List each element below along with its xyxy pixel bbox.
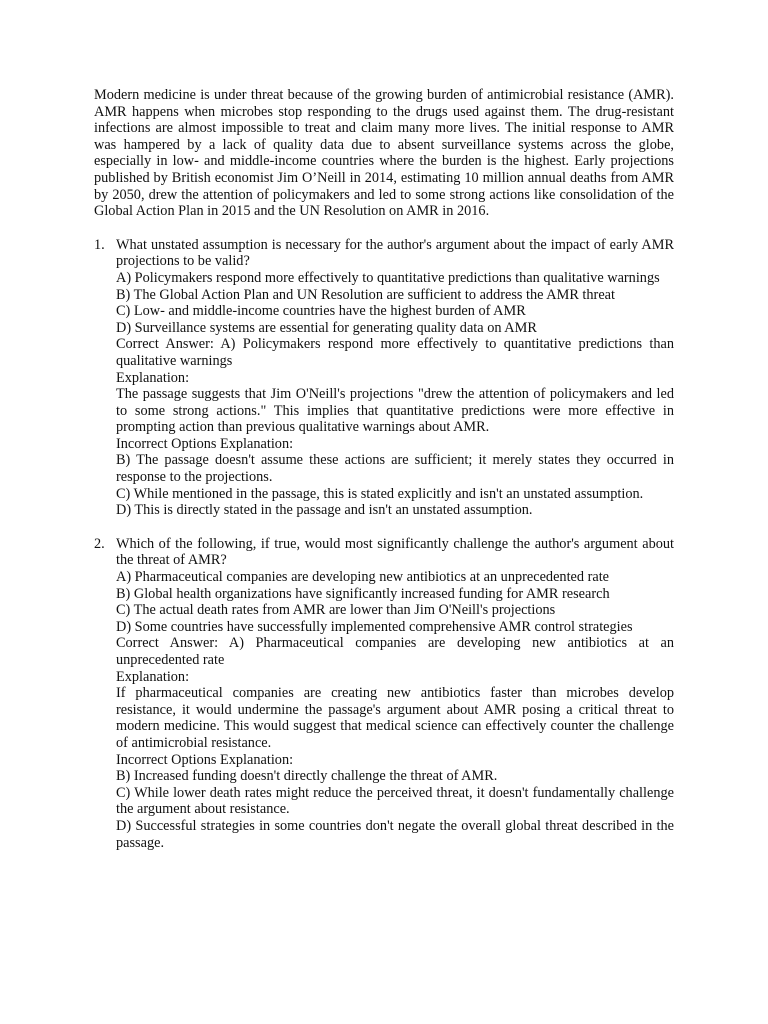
option-d: D) Surveillance systems are essential for generating quality data on AMR (116, 319, 537, 336)
option-c: C) The actual death rates from AMR are lower than Jim O'Neill's projections (116, 602, 556, 619)
question-1 (94, 237, 674, 519)
incorrect-option-d: D) This is directly stated in the passage and isn't an unstated assumption. (116, 502, 533, 519)
incorrect-options-label: Incorrect Options Explanation: (116, 751, 294, 768)
incorrect-option-c: C) While mentioned in the passage, this is stated explicitly and isn't an unstated assumption. (116, 485, 644, 502)
incorrect-option-d: D) Successful strategies in some countries don't negate the overall global threat described in the passage. (116, 817, 674, 851)
explanation-label: Explanation: (116, 369, 190, 386)
option-b: B) Global health organizations have significantly increased funding for AMR research (116, 585, 610, 602)
option-d: D) Some countries have successfully implemented comprehensive AMR control strategies (116, 618, 633, 635)
question-text: What unstated assumption is necessary for the author's argument about the impact of early AMR projections to be valid? (116, 236, 674, 270)
correct-answer: Correct Answer: A) Pharmaceutical companies are developing new antibiotics at an unprecedented rate (116, 635, 674, 668)
explanation-text: The passage suggests that Jim O'Neill's projections "drew the attention of policymakers and led to some strong actions." This implies that quantitative predictions were more effective in prompting action than previous qualitative warnings about AMR. (116, 386, 674, 436)
question-2 (94, 536, 674, 851)
incorrect-option-b: B) The passage doesn't assume these actions are sufficient; it merely states they occurred in response to the projections. (116, 452, 674, 486)
incorrect-option-b: B) Increased funding doesn't directly challenge the threat of AMR. (116, 768, 498, 785)
incorrect-option-c: C) While lower death rates might reduce the perceived threat, it doesn't fundamentally challenge the argument about resistance. (116, 784, 674, 818)
document-page (94, 87, 674, 851)
correct-answer: Correct Answer: A) Policymakers respond more effectively to quantitative predictions than qualitative warnings (116, 336, 674, 369)
incorrect-options-label: Incorrect Options Explanation: (116, 435, 294, 452)
explanation-text: If pharmaceutical companies are creating new antibiotics faster than microbes develop resistance, it would undermine the passage's argument about AMR posing a critical threat to modern medicine. This would suggest that medical science can effectively counter the challenge of antimicrobial resistance. (116, 685, 674, 751)
question-number: 1. (94, 236, 105, 253)
explanation-label: Explanation: (116, 668, 190, 685)
question-number: 2. (94, 535, 105, 552)
passage-paragraph: Modern medicine is under threat because of the growing burden of antimicrobial resistance (AMR). AMR happens when microbes stop responding to the drugs used against them. The drug-resistant infections are almost impossible to treat and claim many more lives. The initial response to AMR was hampered by a lack of quality data due to absent surveillance systems across the globe, especially in low- and middle-income countries where the burden is the highest. Early projections published by British economist Jim O’Neill in 2014, estimating 10 million annual deaths from AMR by 2050, drew the attention of policymakers and led to some strong actions like consolidation of the Global Action Plan in 2015 and the UN Resolution on AMR in 2016. (94, 87, 674, 220)
option-a: A) Policymakers respond more effectively to quantitative predictions than qualitative warnings (116, 269, 660, 286)
option-b: B) The Global Action Plan and UN Resolution are sufficient to address the AMR threat (116, 286, 615, 303)
option-c: C) Low- and middle-income countries have the highest burden of AMR (116, 303, 526, 320)
option-a: A) Pharmaceutical companies are developing new antibiotics at an unprecedented rate (116, 569, 610, 586)
question-text: Which of the following, if true, would most significantly challenge the author's argument about the threat of AMR? (116, 535, 674, 569)
